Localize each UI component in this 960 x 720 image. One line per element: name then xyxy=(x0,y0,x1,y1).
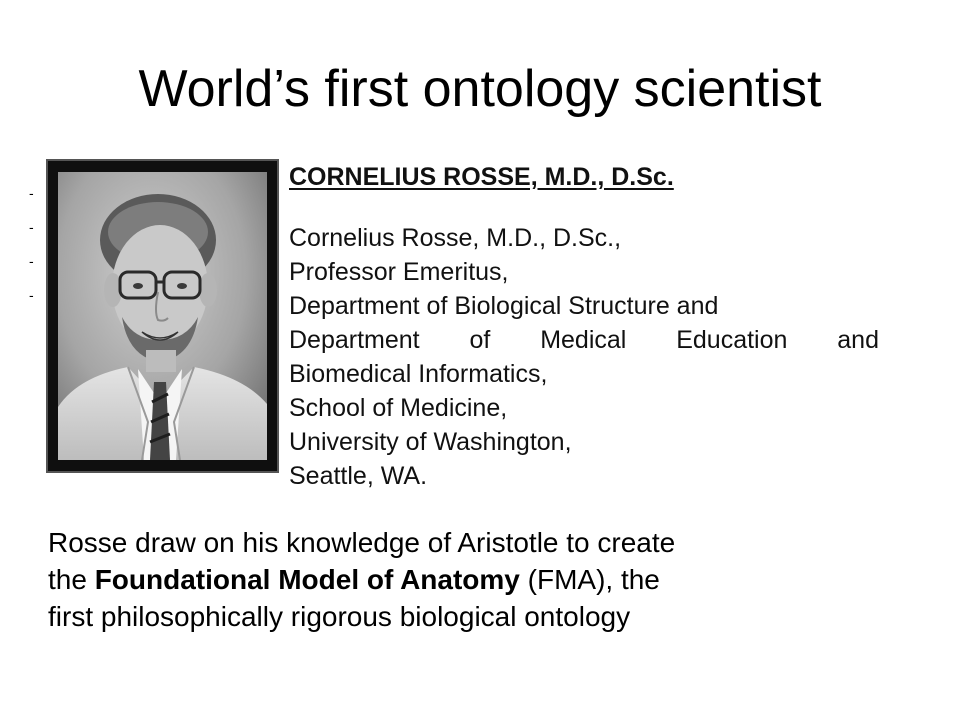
caption-line: first philosophically rigorous biological ontology xyxy=(48,601,631,632)
profile-line: Seattle, WA. xyxy=(289,462,428,490)
profile-word: Education xyxy=(676,326,788,354)
portrait-photo xyxy=(58,172,267,460)
portrait-photo-frame xyxy=(46,159,279,473)
profile-word: Medical xyxy=(540,326,627,354)
profile-line: Cornelius Rosse, M.D., D.Sc., xyxy=(289,224,622,252)
profile-line: Professor Emeritus, xyxy=(289,258,509,286)
profile-lines xyxy=(289,221,879,493)
bullet-mark: - xyxy=(29,185,34,201)
slide-title: World’s first ontology scientist xyxy=(138,60,822,118)
caption-emphasis: Foundational Model of Anatomy xyxy=(94,564,520,595)
bullet-mark: - xyxy=(29,253,34,269)
profile-info xyxy=(289,160,879,493)
caption-line: Rosse draw on his knowledge of Aristotle to create xyxy=(48,527,676,558)
portrait-image xyxy=(58,172,267,460)
slide-caption xyxy=(48,524,898,635)
profile-word: Department xyxy=(289,326,420,354)
profile-line: School of Medicine, xyxy=(289,394,508,422)
profile-line-justified xyxy=(289,323,879,357)
bullet-mark: - xyxy=(29,219,34,235)
profile-line: Biomedical Informatics, xyxy=(289,360,548,388)
profile-word: and xyxy=(837,326,879,354)
profile-heading: CORNELIUS ROSSE, M.D., D.Sc. xyxy=(289,163,674,191)
profile-line: Department of Biological Structure and xyxy=(289,292,719,320)
caption-text: (FMA), the xyxy=(519,564,660,595)
caption-line xyxy=(48,561,898,598)
profile-line: University of Washington, xyxy=(289,428,572,456)
bullet-marks xyxy=(29,176,41,312)
caption-text: the xyxy=(48,564,95,595)
bullet-mark: - xyxy=(29,287,34,303)
profile-word: of xyxy=(469,326,491,354)
